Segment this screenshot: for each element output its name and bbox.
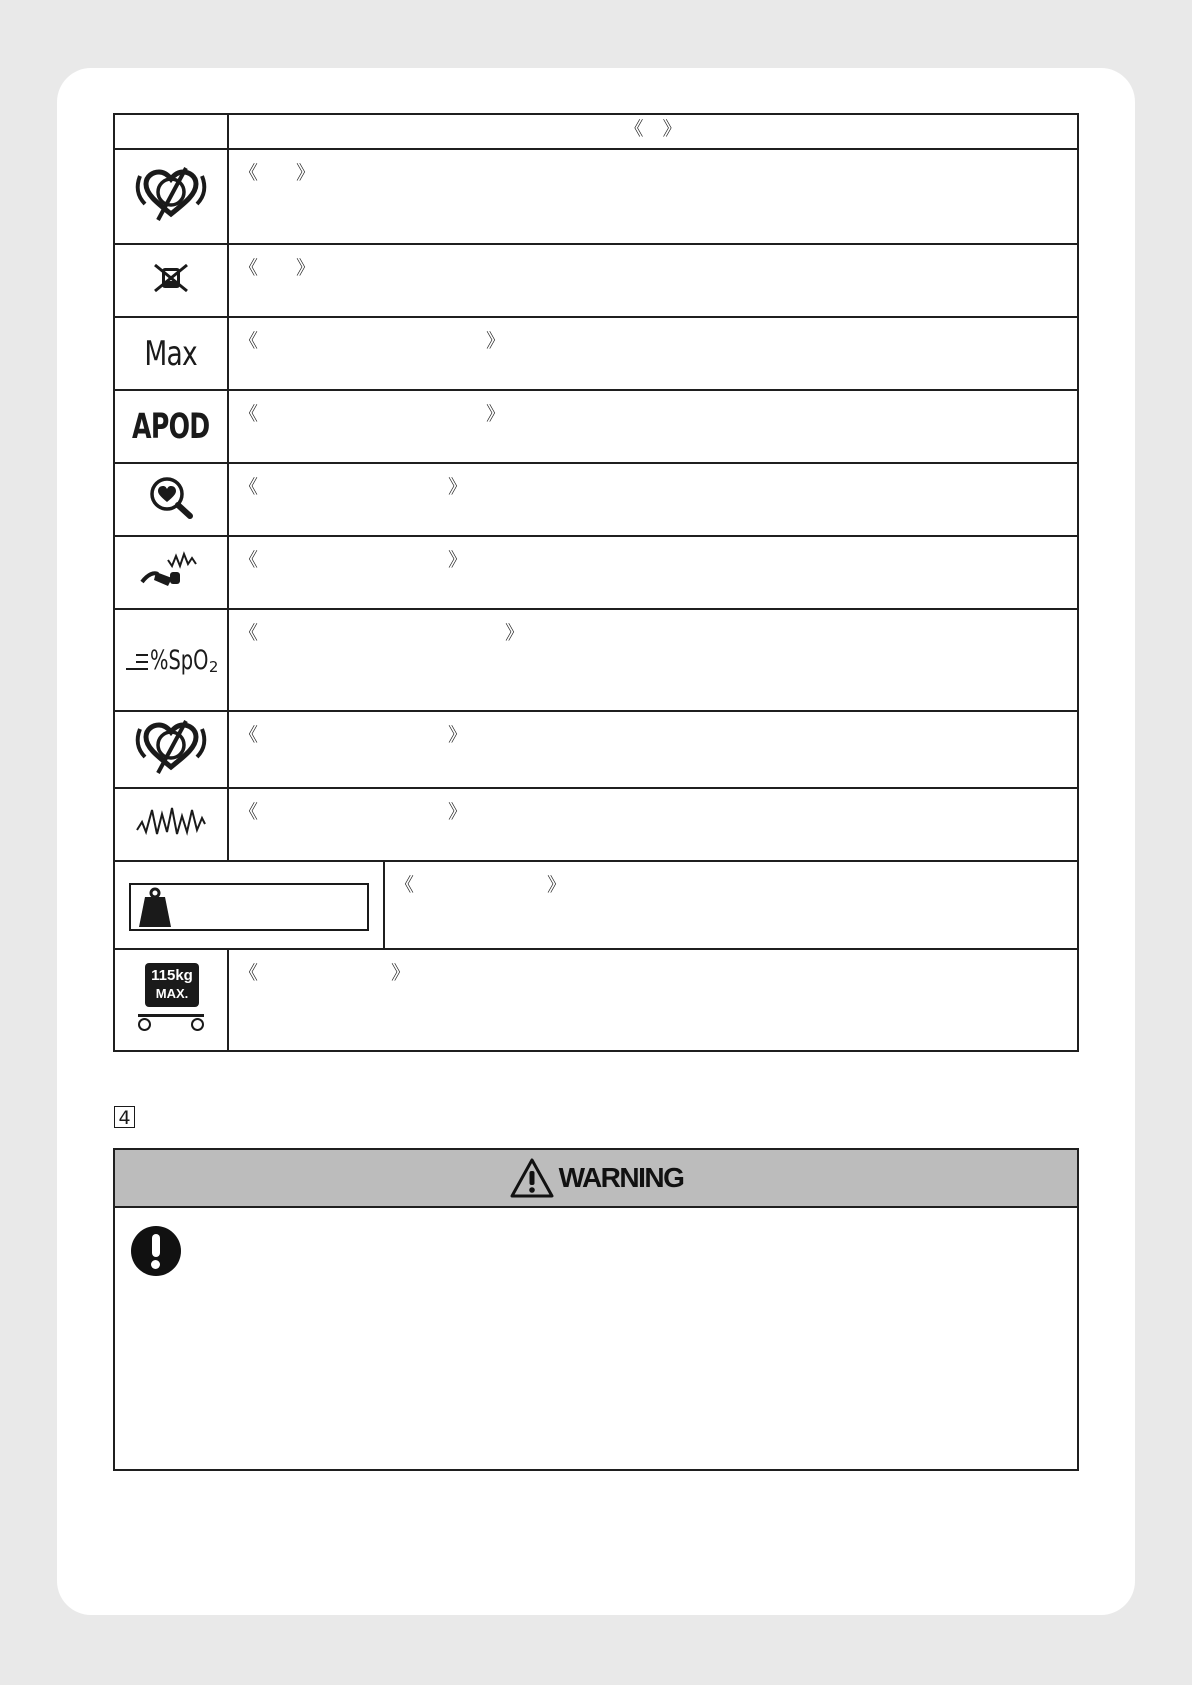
symbol-cell	[114, 149, 228, 244]
description-cell	[228, 317, 1078, 390]
table-header-description	[228, 114, 1078, 149]
description-text: 《 》	[395, 874, 567, 896]
table-row	[114, 861, 1078, 949]
symbol-cell	[114, 949, 228, 1051]
description-cell	[228, 244, 1078, 317]
max-load-icon	[138, 963, 204, 1033]
table-header-row	[114, 114, 1078, 149]
description-text: 《 》	[239, 162, 316, 184]
symbol-cell	[114, 463, 228, 536]
table-row	[114, 390, 1078, 463]
spo2-symbol-subscript: 2	[208, 657, 219, 676]
table-header-description-text: 《 》	[624, 118, 682, 140]
spo2-symbol	[124, 645, 219, 676]
cart-bar	[138, 1014, 204, 1017]
description-cell	[228, 609, 1078, 711]
symbol-cell	[114, 711, 228, 788]
description-cell	[228, 788, 1078, 861]
warning-box	[113, 1148, 1079, 1471]
symbol-table	[113, 113, 1079, 1052]
table-row	[114, 711, 1078, 788]
spo2-level-lines	[124, 649, 148, 670]
no-pacemaker-icon	[153, 263, 189, 293]
heart-magnifier-icon	[147, 475, 195, 519]
description-text: 《 》	[239, 801, 468, 823]
weight-symbol-box	[129, 883, 369, 931]
symbol-cell	[114, 317, 228, 390]
symbol-cell	[114, 609, 228, 711]
table-row	[114, 149, 1078, 244]
description-cell	[228, 390, 1078, 463]
apod-symbol: APOD	[132, 406, 210, 447]
description-cell	[228, 536, 1078, 609]
symbol-cell	[115, 862, 385, 948]
description-text: 《 》	[239, 330, 506, 352]
defibrillation-proof-icon	[134, 717, 208, 777]
description-text: 《 》	[239, 403, 506, 425]
waveform-icon	[135, 804, 207, 840]
description-text: 《 》	[239, 962, 411, 984]
symbol-cell	[114, 390, 228, 463]
table-row	[114, 949, 1078, 1051]
description-text: 《 》	[239, 257, 316, 279]
spo2-symbol-text: %SpO	[149, 644, 209, 676]
symbol-cell	[114, 244, 228, 317]
symbol-cell	[114, 536, 228, 609]
mandatory-action-icon	[131, 1226, 181, 1276]
max-load-label: MAX.	[155, 985, 189, 1001]
description-text: 《 》	[239, 622, 525, 644]
warning-label: WARNING	[558, 1162, 684, 1193]
description-text: 《 》	[239, 476, 468, 498]
warning-triangle-icon	[509, 1157, 555, 1199]
table-row	[114, 609, 1078, 711]
description-cell	[228, 149, 1078, 244]
wheel-left	[138, 1018, 151, 1031]
weight-icon	[137, 887, 173, 927]
max-load-plate	[145, 963, 199, 1007]
description-cell	[228, 949, 1078, 1051]
description-text: 《 》	[239, 549, 468, 571]
weight-row-cell	[114, 861, 1078, 949]
wheel-right	[191, 1018, 204, 1031]
table-row	[114, 317, 1078, 390]
table-header-symbol	[114, 114, 228, 149]
max-load-weight: 115kg	[151, 966, 193, 984]
table-row	[114, 536, 1078, 609]
table-row	[114, 788, 1078, 861]
table-row	[114, 463, 1078, 536]
defibrillation-proof-type-bf-icon	[134, 164, 208, 224]
description-cell	[385, 862, 1077, 948]
max-symbol: Max	[144, 333, 198, 374]
description-cell	[228, 463, 1078, 536]
table-row	[114, 244, 1078, 317]
warning-body	[115, 1208, 1077, 1471]
symbol-cell	[114, 788, 228, 861]
description-cell	[228, 711, 1078, 788]
warning-header	[115, 1150, 1077, 1208]
description-text: 《 》	[239, 724, 468, 746]
pulse-sensor-icon	[138, 550, 204, 590]
section-number: 4	[114, 1106, 135, 1128]
